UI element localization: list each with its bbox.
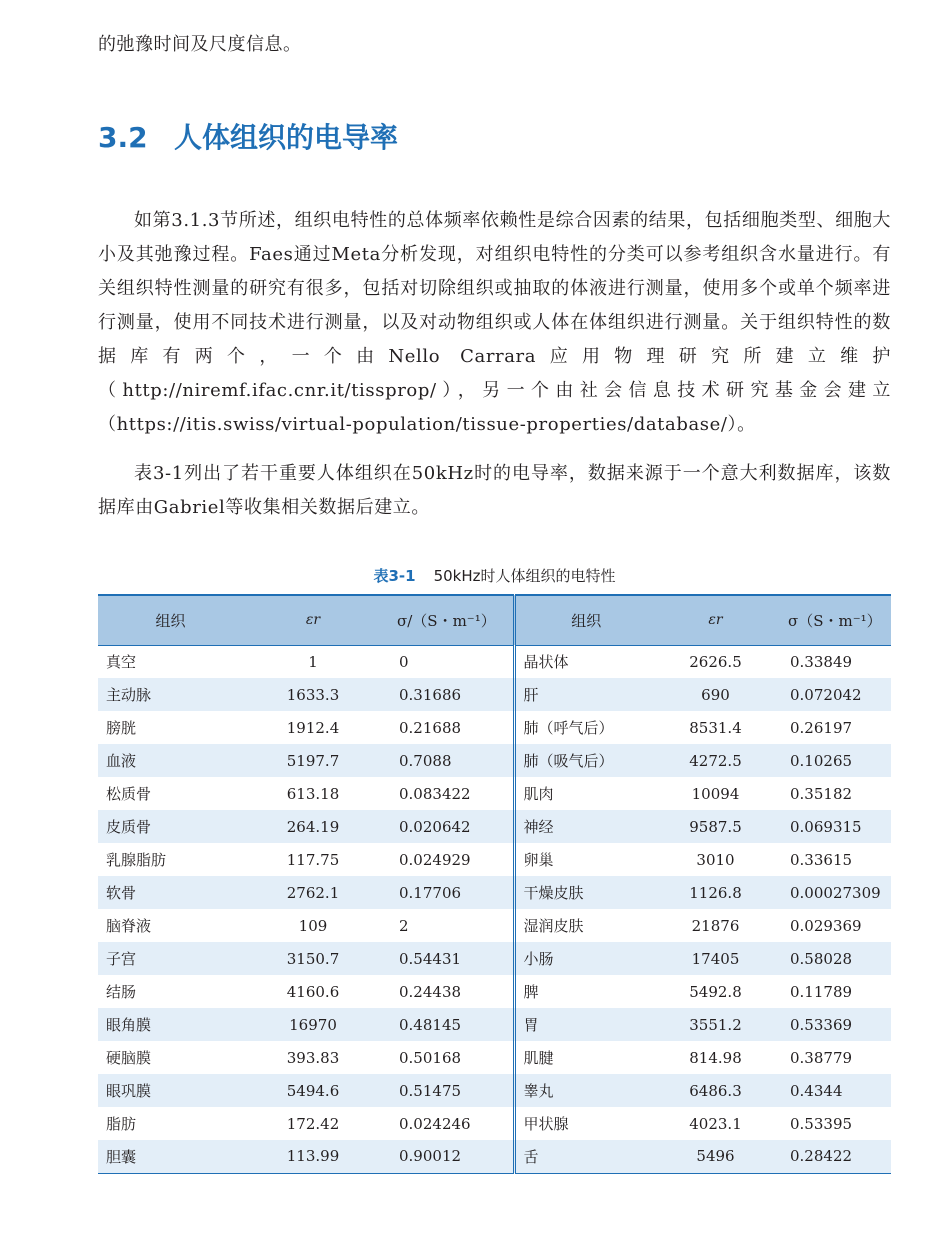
section-heading	[98, 118, 398, 158]
conductivity-cell: 0.024246	[399, 1114, 471, 1133]
tissue-name-cell: 眼巩膜	[98, 1074, 243, 1107]
tissue-name-cell: 膀胱	[106, 719, 137, 737]
conductivity-cell: 0.7088	[383, 744, 514, 777]
tissue-name-cell: 真空	[106, 653, 137, 672]
conductivity-cell: 0.4344	[774, 1074, 891, 1107]
permittivity-cell: 5494.6	[243, 1074, 383, 1107]
table-row	[98, 777, 891, 810]
permittivity-cell: 1	[308, 652, 318, 671]
table-row	[98, 942, 891, 975]
tissue-name-cell: 主动脉	[98, 678, 243, 711]
tissue-name-cell: 肌腱	[514, 1041, 657, 1074]
table-row	[98, 744, 891, 777]
tissue-name-cell: 神经	[514, 810, 657, 843]
conductivity-cell: 0.072042	[774, 678, 891, 711]
permittivity-cell: 690	[657, 678, 774, 711]
permittivity-cell: 21876	[691, 916, 740, 935]
conductivity-cell: 0.24438	[399, 982, 462, 1001]
table-row	[98, 645, 891, 678]
conductivity-cell: 0.53395	[790, 1114, 853, 1133]
table-row	[98, 1074, 891, 1107]
tissue-name-cell: 子宫	[98, 942, 243, 975]
tissue-name-cell: 干燥皮肤	[514, 876, 657, 909]
conductivity-cell: 0.33849	[790, 652, 853, 671]
tissue-name-cell: 胃	[514, 1008, 657, 1041]
table-caption	[98, 564, 891, 588]
tissue-name-cell: 眼角膜	[98, 1008, 243, 1041]
section-title: 人体组织的电导率	[174, 121, 399, 154]
table-row	[98, 1041, 891, 1074]
table-row	[98, 810, 891, 843]
permittivity-cell: 2626.5	[689, 652, 742, 671]
paragraph-text: 表3-1列出了若干重要人体组织在50kHz时的电导率，数据来源于一个意大利数据库，该数据库由Gabriel等收集相关数据后建立。	[98, 463, 891, 518]
conductivity-cell: 2	[399, 916, 409, 935]
conductivity-cell: 0.54431	[383, 942, 514, 975]
permittivity-cell: 393.83	[286, 1048, 340, 1067]
conductivity-cell: 0.10265	[774, 744, 891, 777]
permittivity-cell: 5492.8	[689, 982, 742, 1001]
conductivity-cell: 0.58028	[774, 942, 891, 975]
conductivity-cell: 0.024929	[399, 850, 471, 869]
table-row	[98, 909, 891, 942]
conductivity-cell: 0.51475	[383, 1074, 514, 1107]
permittivity-cell: 17405	[657, 942, 774, 975]
table-row	[98, 876, 891, 909]
permittivity-cell: 8531.4	[689, 718, 742, 737]
header-conductivity-right: σ（S・m⁻¹）	[774, 595, 891, 645]
permittivity-cell: 264.19	[243, 810, 383, 843]
tissue-name-cell: 松质骨	[106, 785, 152, 803]
conductivity-cell: 0.17706	[383, 876, 514, 909]
tissue-name-cell: 晶状体	[514, 645, 657, 678]
tissue-name-cell: 血液	[98, 744, 243, 777]
conductivity-cell: 0.020642	[383, 810, 514, 843]
tissue-name-cell: 脾	[514, 975, 657, 1008]
section-number: 3.2	[98, 121, 148, 154]
header-permittivity-right: εr	[657, 595, 774, 645]
permittivity-cell: 1633.3	[243, 678, 383, 711]
tissue-name-cell: 脂肪	[106, 1115, 137, 1133]
tissue-name-cell: 肝	[514, 678, 657, 711]
permittivity-cell: 3010	[696, 850, 735, 869]
permittivity-cell: 3150.7	[243, 942, 383, 975]
permittivity-cell: 3551.2	[657, 1008, 774, 1041]
conductivity-cell: 0	[399, 652, 409, 671]
paragraph-text: 如第3.1.3节所述，组织电特性的总体频率依赖性是综合因素的结果，包括细胞类型、细胞大小及其弛豫过程。Faes通过Meta分析发现，对组织电特性的分类可以参考组织含水量进行。有关组织特性测量的研究有很多，包括对切除组织或抽取的体液进行测量，使用多个或单个频率进行测量，使用不同技术进行测量，以及对动物组织或人体在体组织进行测量。关于组织特性的数据库有两个，一个由Nello Carrara应用物理研究所建立维护（http://niremf.ifac.cnr.it/tissprop/），另一个由社会信息技术研究基金会建立（https://itis.swiss/virtual-population/tissue-properties/database/）。	[98, 210, 891, 435]
permittivity-cell: 6486.3	[657, 1074, 774, 1107]
tissue-name-cell: 舌	[514, 1140, 657, 1173]
conductivity-cell: 0.00027309	[774, 876, 891, 909]
table-row	[98, 678, 891, 711]
conductivity-cell: 0.26197	[790, 718, 853, 737]
permittivity-cell: 814.98	[689, 1048, 742, 1067]
permittivity-cell: 4272.5	[657, 744, 774, 777]
conductivity-cell: 0.069315	[774, 810, 891, 843]
header-permittivity-left: εr	[243, 595, 383, 645]
table-row	[98, 1008, 891, 1041]
table-row	[98, 1107, 891, 1140]
table-row	[98, 843, 891, 876]
tissue-name-cell: 肺（呼气后）	[514, 711, 657, 744]
tissue-name-cell: 甲状腺	[514, 1107, 657, 1140]
continued-text-line: 的弛豫时间及尺度信息。	[98, 34, 302, 55]
permittivity-cell: 5197.7	[243, 744, 383, 777]
conductivity-cell: 0.33615	[790, 850, 853, 869]
tissue-name-cell: 肌肉	[514, 777, 657, 810]
permittivity-cell: 613.18	[286, 784, 340, 803]
table-caption-number: 表3-1	[373, 567, 416, 585]
body-paragraph-2	[98, 457, 891, 525]
permittivity-cell: 172.42	[286, 1114, 340, 1133]
permittivity-cell: 4160.6	[286, 982, 340, 1001]
conductivity-cell: 0.35182	[790, 784, 853, 803]
permittivity-cell: 113.99	[243, 1140, 383, 1173]
tissue-name-cell: 乳腺脂肪	[106, 851, 167, 869]
tissue-name-cell: 硬脑膜	[106, 1049, 152, 1067]
body-paragraph-1	[98, 204, 891, 442]
tissue-name-cell: 胆囊	[98, 1140, 243, 1173]
table-row	[98, 711, 891, 744]
tissue-name-cell: 睾丸	[514, 1074, 657, 1107]
permittivity-cell: 1912.4	[286, 718, 340, 737]
conductivity-cell: 0.90012	[383, 1140, 514, 1173]
tissue-name-cell: 小肠	[514, 942, 657, 975]
tissue-name-cell: 肺（吸气后）	[514, 744, 657, 777]
conductivity-cell: 0.38779	[790, 1048, 853, 1067]
permittivity-cell: 1126.8	[657, 876, 774, 909]
conductivity-cell: 0.083422	[399, 784, 471, 803]
permittivity-cell: 117.75	[286, 850, 340, 869]
table-header-row	[98, 595, 891, 645]
conductivity-cell: 0.28422	[774, 1140, 891, 1173]
permittivity-cell: 16970	[243, 1008, 383, 1041]
tissue-name-cell: 脑脊液	[106, 917, 152, 935]
tissue-name-cell: 湿润皮肤	[514, 909, 657, 942]
permittivity-cell: 2762.1	[243, 876, 383, 909]
tissue-name-cell: 皮质骨	[98, 810, 243, 843]
table-row	[98, 1140, 891, 1173]
conductivity-cell: 0.53369	[774, 1008, 891, 1041]
permittivity-cell: 10094	[691, 784, 740, 803]
conductivity-cell: 0.21688	[399, 718, 462, 737]
tissue-name-cell: 软骨	[98, 876, 243, 909]
tissue-name-cell: 卵巢	[514, 843, 657, 876]
header-conductivity-left: σ/（S・m⁻¹）	[383, 595, 514, 645]
permittivity-cell: 5496	[657, 1140, 774, 1173]
table-row	[98, 975, 891, 1008]
conductivity-cell: 0.48145	[383, 1008, 514, 1041]
conductivity-cell: 0.11789	[790, 982, 853, 1001]
conductivity-cell: 0.31686	[383, 678, 514, 711]
header-tissue-right: 组织	[514, 595, 657, 645]
conductivity-cell: 0.50168	[399, 1048, 462, 1067]
header-tissue-left: 组织	[98, 595, 243, 645]
permittivity-cell: 109	[298, 916, 328, 935]
tissue-conductivity-table	[98, 594, 891, 1174]
tissue-name-cell: 结肠	[106, 983, 137, 1001]
conductivity-cell: 0.029369	[790, 916, 862, 935]
permittivity-cell: 4023.1	[689, 1114, 742, 1133]
permittivity-cell: 9587.5	[657, 810, 774, 843]
table-caption-title: 50kHz时人体组织的电特性	[433, 567, 616, 585]
